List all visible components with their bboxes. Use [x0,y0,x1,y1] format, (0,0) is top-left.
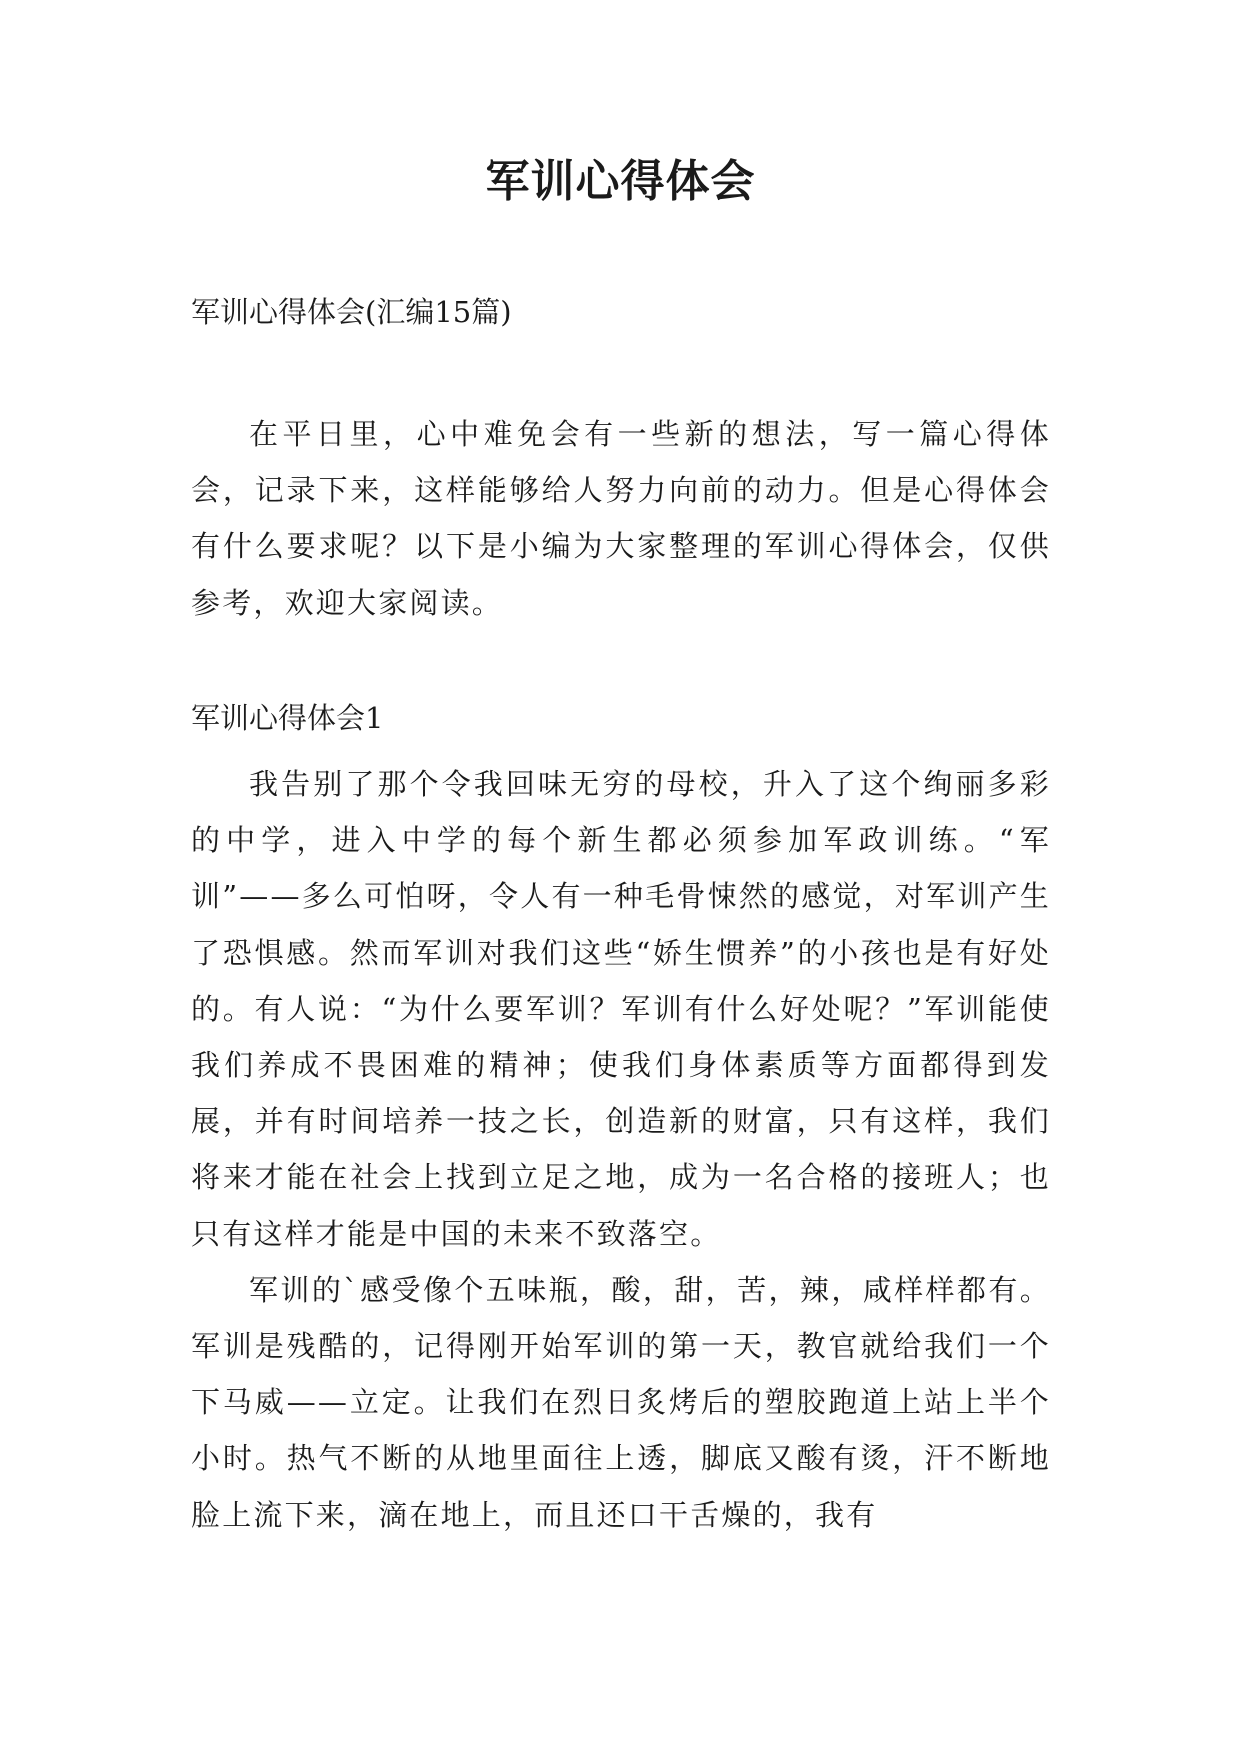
section-body [191,756,1051,1543]
document-title: 军训心得体会 [485,156,756,207]
body-paragraph: 军训的`感受像个五味瓶，酸，甜，苦，辣，咸样样都有。军训是残酷的，记得刚开始军训的第一天，教官就给我们一个下马威——立定。让我们在烈日炙烤后的塑胶跑道上站上半个小时。热气不断的从地里面往上透，脚底又酸有烫，汗不断地脸上流下来，滴在地上，而且还口干舌燥的，我有 [191,1272,1051,1532]
document-subtitle: 军训心得体会(汇编15篇) [191,295,512,329]
body-paragraph: 我告别了那个令我回味无穷的母校，升入了这个绚丽多彩的中学，进入中学的每个新生都必须参加军政训练。“军训”——多么可怕呀，令人有一种毛骨悚然的感觉，对军训产生了恐惧感。然而军训对我们这些“娇生惯养”的小孩也是有好处的。有人说：“为什么要军训？军训有什么好处呢？”军训能使我们养成不畏困难的精神；使我们身体素质等方面都得到发展，并有时间培养一技之长，创造新的财富，只有这样，我们将来才能在社会上找到立足之地，成为一名合格的接班人；也只有这样才能是中国的未来不致落空。 [191,767,1051,1251]
intro-block [191,406,1051,631]
section-heading: 军训心得体会1 [191,701,384,735]
intro-paragraph: 在平日里，心中难免会有一些新的想法，写一篇心得体会，记录下来，这样能够给人努力向前的动力。但是心得体会有什么要求呢？以下是小编为大家整理的军训心得体会，仅供参考，欢迎大家阅读。 [191,417,1051,620]
